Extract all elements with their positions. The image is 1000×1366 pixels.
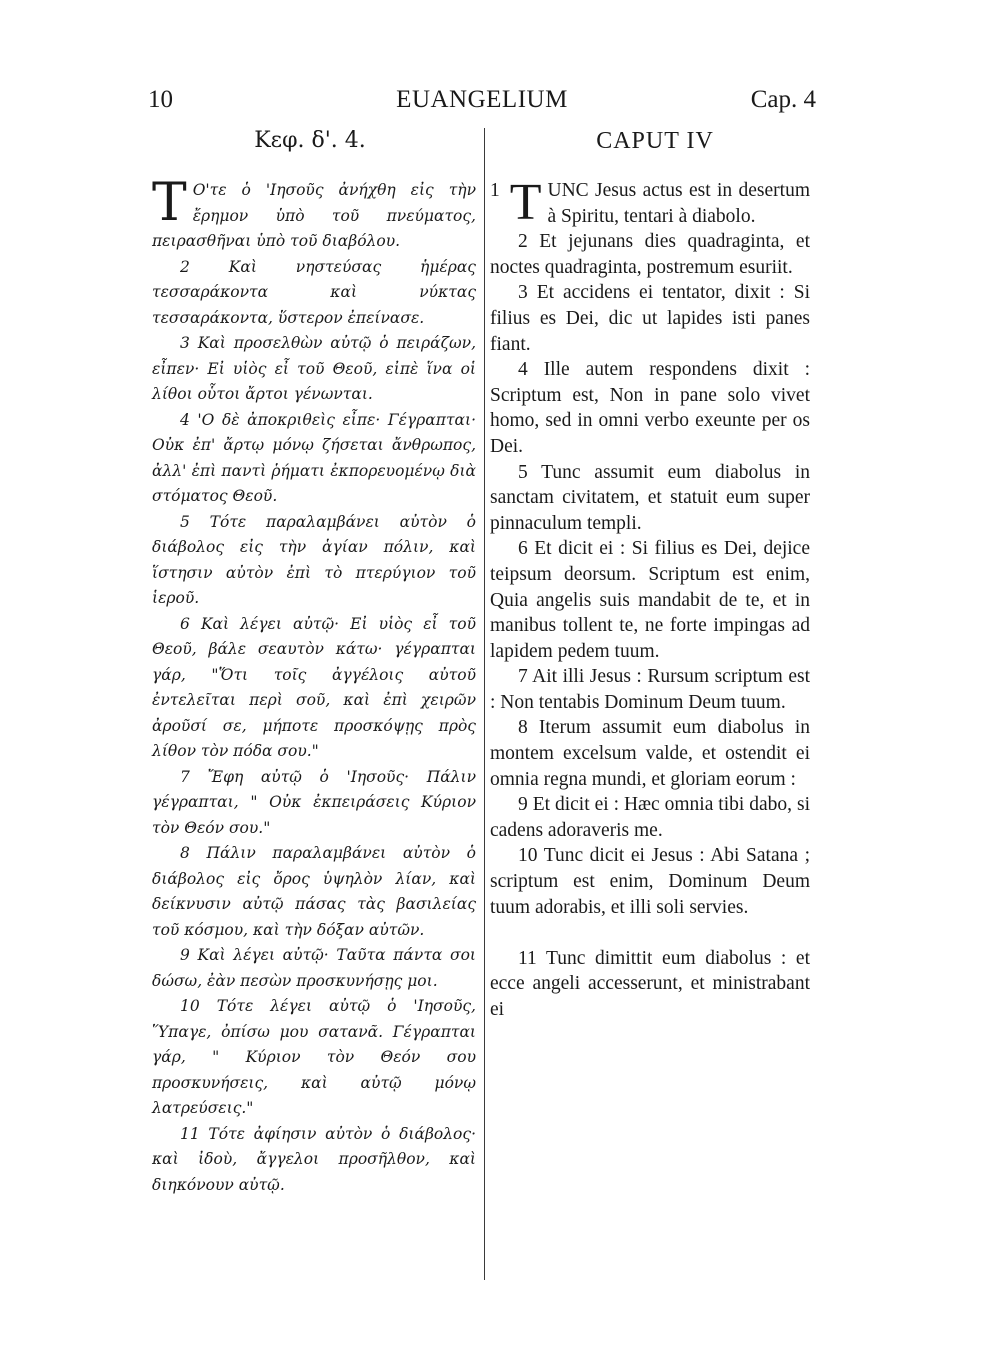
latin-chapter-heading: CAPUT IV	[596, 128, 714, 154]
greek-verse-1-text: Ο'τε ὁ 'Ιησοῦς ἀνήχθη εἰς τὴν ἔρημον ὑπὸ τοῦ πνεύματος, πειρασθῆναι ὑπὸ τοῦ διαβόλου.	[152, 181, 476, 250]
latin-verse: 4 Ille autem respondens dixit : Scriptum est, Non in pane solo vivet homo, sed in omni verbo exeunte per os Dei.	[490, 359, 810, 457]
page-number: 10	[148, 86, 173, 113]
greek-verse: 10 Τότε λέγει αὐτῷ ὁ 'Ιησοῦς, Ὕπαγε, ὀπίσω μου σατανᾶ. Γέγραπται γάρ, " Κύριον τὸν Θεόν σου προσκυνήσεις, καὶ αὐτῷ μόνῳ λατρεύσεις."	[152, 997, 476, 1117]
latin-verse: 9 Et dicit ei : Hæc omnia tibi dabo, si cadens adoraveris me.	[490, 794, 810, 841]
greek-chapter-heading: Κεφ. δ'. 4.	[254, 128, 366, 153]
greek-verse: 7 Ἔφη αὐτῷ ὁ 'Ιησοῦς· Πάλιν γέγραπται, " Οὐκ ἐκπειράσεις Κύριον τὸν Θεόν σου."	[152, 767, 476, 837]
greek-verse: 4 'Ο δὲ ἀποκριθεὶς εἶπε· Γέγραπται· Οὐκ ἐπ' ἄρτῳ μόνῳ ζήσεται ἄνθρωπος, ἀλλ' ἐπὶ παντὶ ῥήματι ἐκπορευομένῳ διὰ στόματος Θεοῦ.	[152, 410, 476, 505]
running-head	[148, 86, 816, 122]
latin-verse: 2 Et jejunans dies quadraginta, et noctes quadraginta, postremum esuriit.	[490, 231, 810, 278]
latin-verse-1	[490, 174, 810, 231]
greek-verse: 11 Τότε ἀφίησιν αὐτὸν ὁ διάβολος· καὶ ἰδοὺ, ἄγγελοι προσῆλθον, καὶ διηκόνουν αὐτῷ.	[152, 1124, 476, 1194]
latin-verse: 6 Et dicit ei : Si filius es Dei, dejice teipsum deorsum. Scriptum est enim, Quia angelis suis mandabit de te, et in manibus tollent te, ne forte impingas ad lapidem pedem tuum.	[490, 538, 810, 662]
latin-column	[490, 174, 810, 1023]
book-title: EUANGELIUM	[396, 86, 568, 113]
latin-verse: 5 Tunc assumit eum diabolus in sanctam civitatem, et statuit eum super pinnaculum templi.	[490, 461, 810, 534]
greek-column	[152, 173, 476, 1198]
greek-verse: 2 Καὶ νηστεύσας ἡμέρας τεσσαράκοντα καὶ νύκτας τεσσαράκοντα, ὕστερον ἐπείνασε.	[152, 257, 476, 327]
latin-verse-1-text: UNC Jesus actus est in desertum à Spiritu, tentari à diabolo.	[547, 180, 810, 227]
latin-drop-cap: T	[509, 174, 542, 231]
latin-verse: 7 Ait illi Jesus : Rursum scriptum est : Non tentabis Dominum Deum tuum.	[490, 666, 810, 713]
greek-verse: 5 Τότε παραλαμβάνει αὐτὸν ὁ διάβολος εἰς τὴν ἁγίαν πόλιν, καὶ ἵστησιν αὐτὸν ἐπὶ τὸ πτερύγιον τοῦ ἱεροῦ.	[152, 512, 476, 607]
latin-verse: 10 Tunc dicit ei Jesus : Abi Satana ; scriptum est enim, Dominum Deum tuum adorabis, et illi soli servies.	[490, 845, 810, 918]
chapter-label: Cap. 4	[750, 86, 816, 113]
latin-verse: 3 Et accidens ei tentator, dixit : Si filius es Dei, dic ut lapides isti panes fiant.	[490, 282, 810, 355]
latin-verse: 11 Tunc dimittit eum diabolus : et ecce angeli accesserunt, et ministrabant ei	[490, 947, 810, 1020]
latin-verse-1-number: 1	[490, 180, 500, 201]
greek-verse: 3 Καὶ προσελθὼν αὐτῷ ὁ πειράζων, εἶπεν· Εἰ υἱὸς εἶ τοῦ Θεοῦ, εἰπὲ ἵνα οἱ λίθοι οὗτοι ἄρτοι γένωνται.	[152, 334, 476, 403]
latin-verse: 8 Iterum assumit eum diabolus in montem excelsum valde, et ostendit ei omnia regna mundi, et gloriam eorum :	[490, 717, 810, 790]
greek-verse: 8 Πάλιν παραλαμβάνει αὐτὸν ὁ διάβολος εἰς ὄρος ὑψηλὸν λίαν, καὶ δείκνυσιν αὐτῷ πάσας τὰς βασιλείας τοῦ κόσμου, καὶ τὴν δόξαν αὐτῶν.	[152, 844, 476, 939]
greek-verse: 9 Καὶ λέγει αὐτῷ· Ταῦτα πάντα σοι δώσω, ἐὰν πεσὼν προσκυνήσῃς μοι.	[152, 946, 476, 990]
verse-spacer	[490, 920, 810, 946]
greek-verse-1	[152, 173, 476, 255]
greek-verse: 6 Καὶ λέγει αὐτῷ· Εἰ υἱὸς εἶ τοῦ Θεοῦ, βάλε σεαυτὸν κάτω· γέγραπται γάρ, "Ὅτι τοῖς ἀγγέλοις αὐτοῦ ἐντελεῖται περὶ σοῦ, καὶ ἐπὶ χειρῶν ἀροῦσί σε, μήποτε προσκόψῃς πρὸς λίθον τὸν πόδα σου."	[152, 614, 476, 760]
greek-drop-cap: Τ	[152, 173, 187, 233]
column-divider	[484, 128, 485, 1280]
